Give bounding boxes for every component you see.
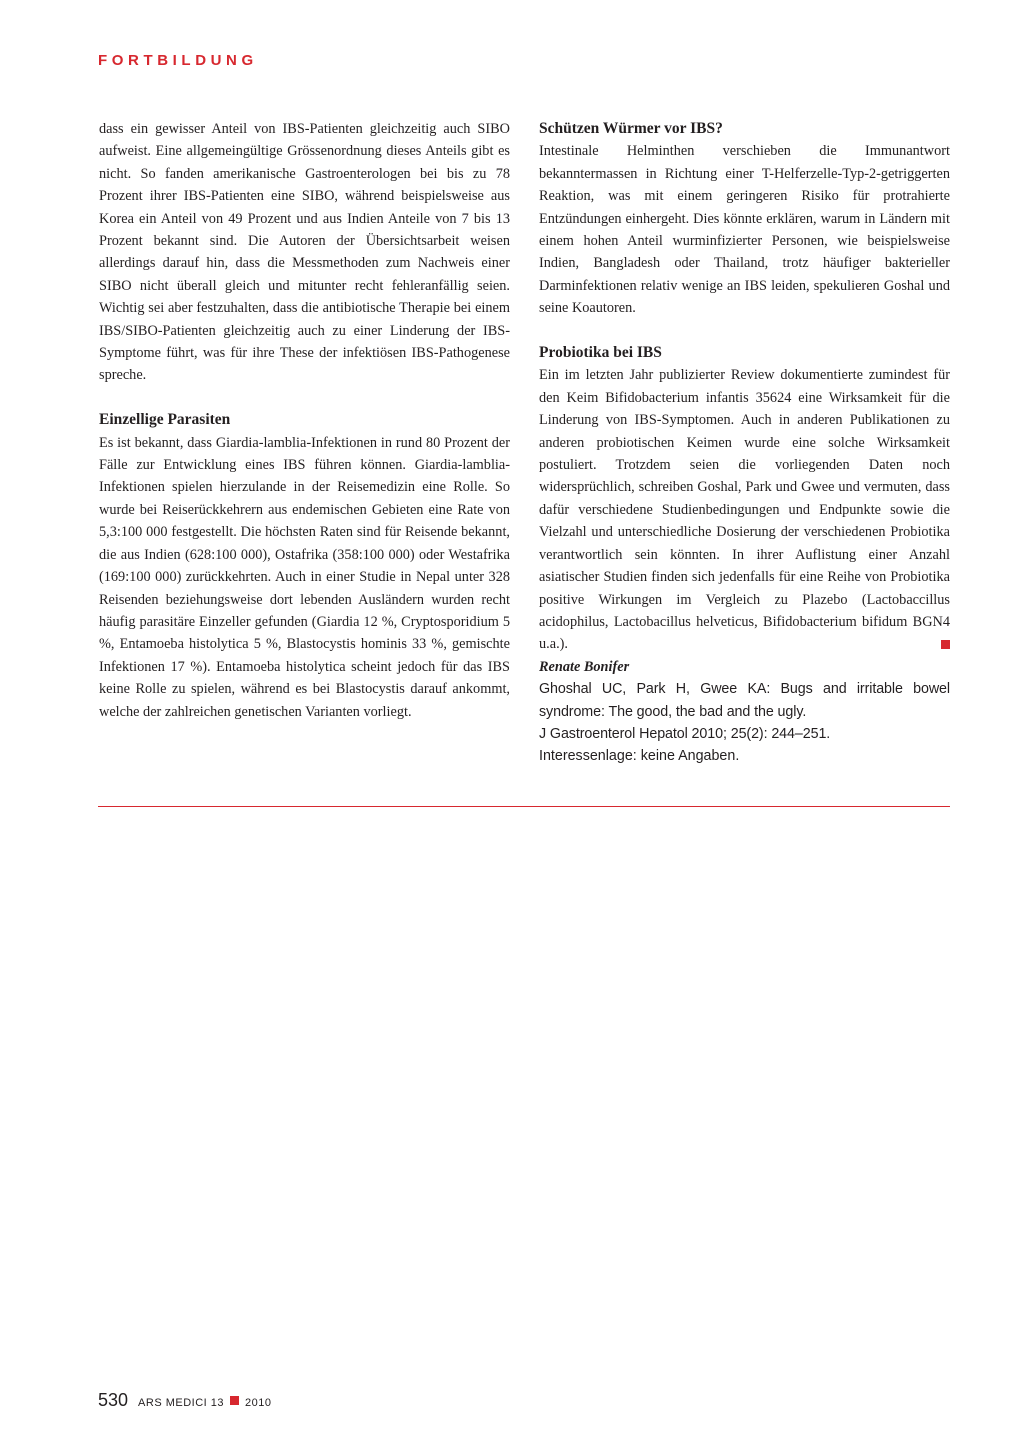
heading-wuermer: Schützen Würmer vor IBS? — [539, 120, 723, 137]
page-number: 530 — [98, 1390, 129, 1410]
section-label: FORTBILDUNG — [98, 52, 258, 69]
divider-rule — [98, 806, 950, 807]
journal-name: ARS MEDICI 13 — [138, 1397, 225, 1409]
reference — [539, 678, 950, 745]
footer — [98, 1390, 272, 1411]
author-name: Renate Bonifer — [539, 658, 630, 675]
issue-year: 2010 — [245, 1397, 272, 1409]
wuermer-paragraph: Intestinale Helminthen verschieben die Immunantwort bekanntermassen in Richtung einer T-Helferzelle-Typ-2-getriggerten Reaktion, was mit einem geringeren Risiko für protrahierte Entzündungen einhergeht. Dies könnte erklären, warum in Ländern mit einem hohen Anteil wurminfizierter Personen, wie beispielsweise Indien, Bangladesh oder Thailand, trotz häufiger bakterieller Darminfektionen relativ wenige an IBS leiden, spekulieren Goshal und seine Koautoren. — [539, 143, 950, 317]
right-column — [539, 118, 950, 768]
heading-probiotika: Probiotika bei IBS — [539, 344, 662, 362]
intro-paragraph: dass ein gewisser Anteil von IBS-Patienten gleichzeitig auch SIBO aufweist. Eine allgemeingültige Grössenordnung dieses Anteils gibt es nicht. So fanden amerikanische Gastroenterologen bei bis zu 78 Prozent ihrer IBS-Patienten eine SIBO, während beispielsweise aus Korea ein Anteil von 49 Prozent und aus Indien Anteile von 7 bis 13 Prozent bekannt sind. Die Autoren der Übersichtsarbeit weisen allerdings darauf hin, dass die Messmethoden zum Nachweis einer SIBO nicht überall gleich und mitunter recht fehleranfällig seien. Wichtig sei aber festzuhalten, dass die antibiotische Therapie bei einem IBS/SIBO-Patienten gleichzeitig auch zu einer Linderung der IBS-Symptome führt, was für ihre These der infektiösen IBS-Pathogenese spreche. — [99, 121, 510, 384]
probiotika-text: Ein im letzten Jahr publizierter Review dokumentierte zumindest für den Keim Bifidobacterium infantis 35624 eine Wirksamkeit für die Linderung von IBS-Symptomen. Auch in anderen Publikationen zu anderen probiotischen Keimen wurde eine solche Wirksamkeit postuliert. Trotzdem seien die vorliegenden Daten noch widersprüchlich, schreiben Goshal, Park und Gwee und vermuten, dass dafür verschiedene Studienbedingungen und Endpunkte sowie die Vielzahl und unterschiedliche Dosierung der verschiedenen Probiotika verantwortlich sein könnten. In ihrer Auflistung einer Anzahl asiatischer Studien finden sich jedenfalls für eine Reihe von Probiotika positive Wirkungen im Vergleich zu Plazebo (Lactobaccillus acidophilus, Lactobacillus helveticus, Bifidobacterium bifidum BGN4 u.a.). — [539, 367, 950, 653]
end-square-icon — [941, 640, 950, 649]
spacer — [539, 320, 950, 342]
heading-einzellige-parasiten: Einzellige Parasiten — [99, 411, 231, 429]
spacer — [99, 387, 510, 409]
parasiten-paragraph: Es ist bekannt, dass Giardia-lamblia-Infektionen in rund 80 Prozent der Fälle zur Entwicklung eines IBS führen können. Giardia-lamblia-Infektionen spielen hierzulande in der Reisemedizin eine Rolle. So wurde bei Reiserückkehrern aus endemischen Gebieten eine Rate von 5,3:100 000 festgestellt. Die höchsten Raten sind für Reisende bekannt, die aus Indien (628:100 000), Ostafrika (358:100 000) oder Westafrika (169:100 000) zurückkehrten. Auch in einer Studie in Nepal unter 328 Reisenden beziehungsweise dort lebenden Ausländern wurden recht häufig parasitäre Einzeller gefunden (Giardia 12 %, Cryptosporidium 5 %, Entamoeba histolytica 5 %, Blastocystis hominis 33 %, gemischte Infektionen 17 %). Entamoeba histolytica scheint jedoch für das IBS keine Rolle zu spielen, während es bei Blastocystis darauf ankommt, welche der zahlreichen genetischen Varianten vorliegt. — [99, 434, 510, 720]
square-icon — [230, 1396, 239, 1405]
conflict-statement: Interessenlage: keine Angaben. — [539, 748, 740, 765]
reference-line-2: J Gastroenterol Hepatol 2010; 25(2): 244–251. — [539, 725, 831, 742]
probiotika-paragraph — [539, 364, 950, 655]
left-column — [99, 118, 510, 723]
reference-line-1: Ghoshal UC, Park H, Gwee KA: Bugs and irritable bowel syndrome: The good, the bad and the ugly. — [539, 681, 950, 720]
